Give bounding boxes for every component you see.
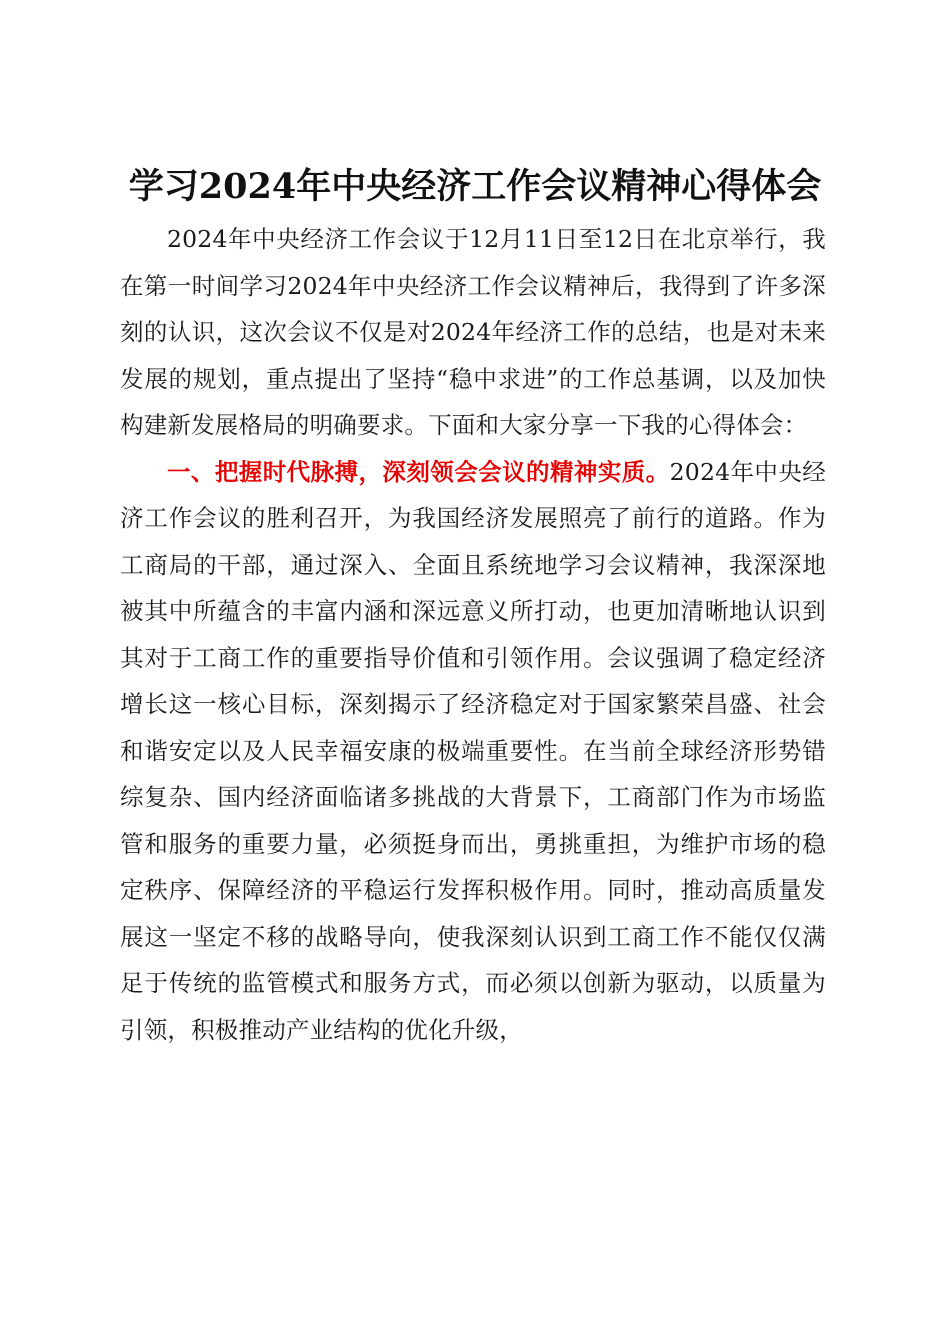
paragraph-intro-text: 2024年中央经济工作会议于12月11日至12日在北京举行，我在第一时间学习2024年中央经济工作会议精神后，我得到了许多深刻的认识，这次会议不仅是对2024年经济工作的总结，也是对未来发展的规划，重点提出了坚持“稳中求进”的工作总基调，以及加快构建新发展格局的明确要求。下面和大家分享一下我的心得体会：: [120, 225, 826, 439]
document-body: [120, 216, 826, 1053]
section-one-text: 2024年中央经济工作会议的胜利召开，为我国经济发展照亮了前行的道路。作为工商局的干部，通过深入、全面且系统地学习会议精神，我深深地被其中所蕴含的丰富内涵和深远意义所打动，也更加清晰地认识到其对于工商工作的重要指导价值和引领作用。会议强调了稳定经济增长这一核心目标，深刻揭示了经济稳定对于国家繁荣昌盛、社会和谐安定以及人民幸福安康的极端重要性。在当前全球经济形势错综复杂、国内经济面临诸多挑战的大背景下，工商部门作为市场监管和服务的重要力量，必须挺身而出，勇挑重担，为维护市场的稳定秩序、保障经济的平稳运行发挥积极作用。同时，推动高质量发展这一坚定不移的战略导向，使我深刻认识到工商工作不能仅仅满足于传统的监管模式和服务方式，而必须以创新为驱动，以质量为引领，积极推动产业结构的优化升级，: [120, 457, 827, 1044]
paragraph-intro: [120, 216, 826, 449]
section-one-heading: 一、把握时代脉搏，深刻领会会议的精神实质。: [167, 457, 670, 486]
paragraph-section-one: [120, 449, 826, 1054]
document-title: 学习2024年中央经济工作会议精神心得体会: [128, 166, 822, 207]
